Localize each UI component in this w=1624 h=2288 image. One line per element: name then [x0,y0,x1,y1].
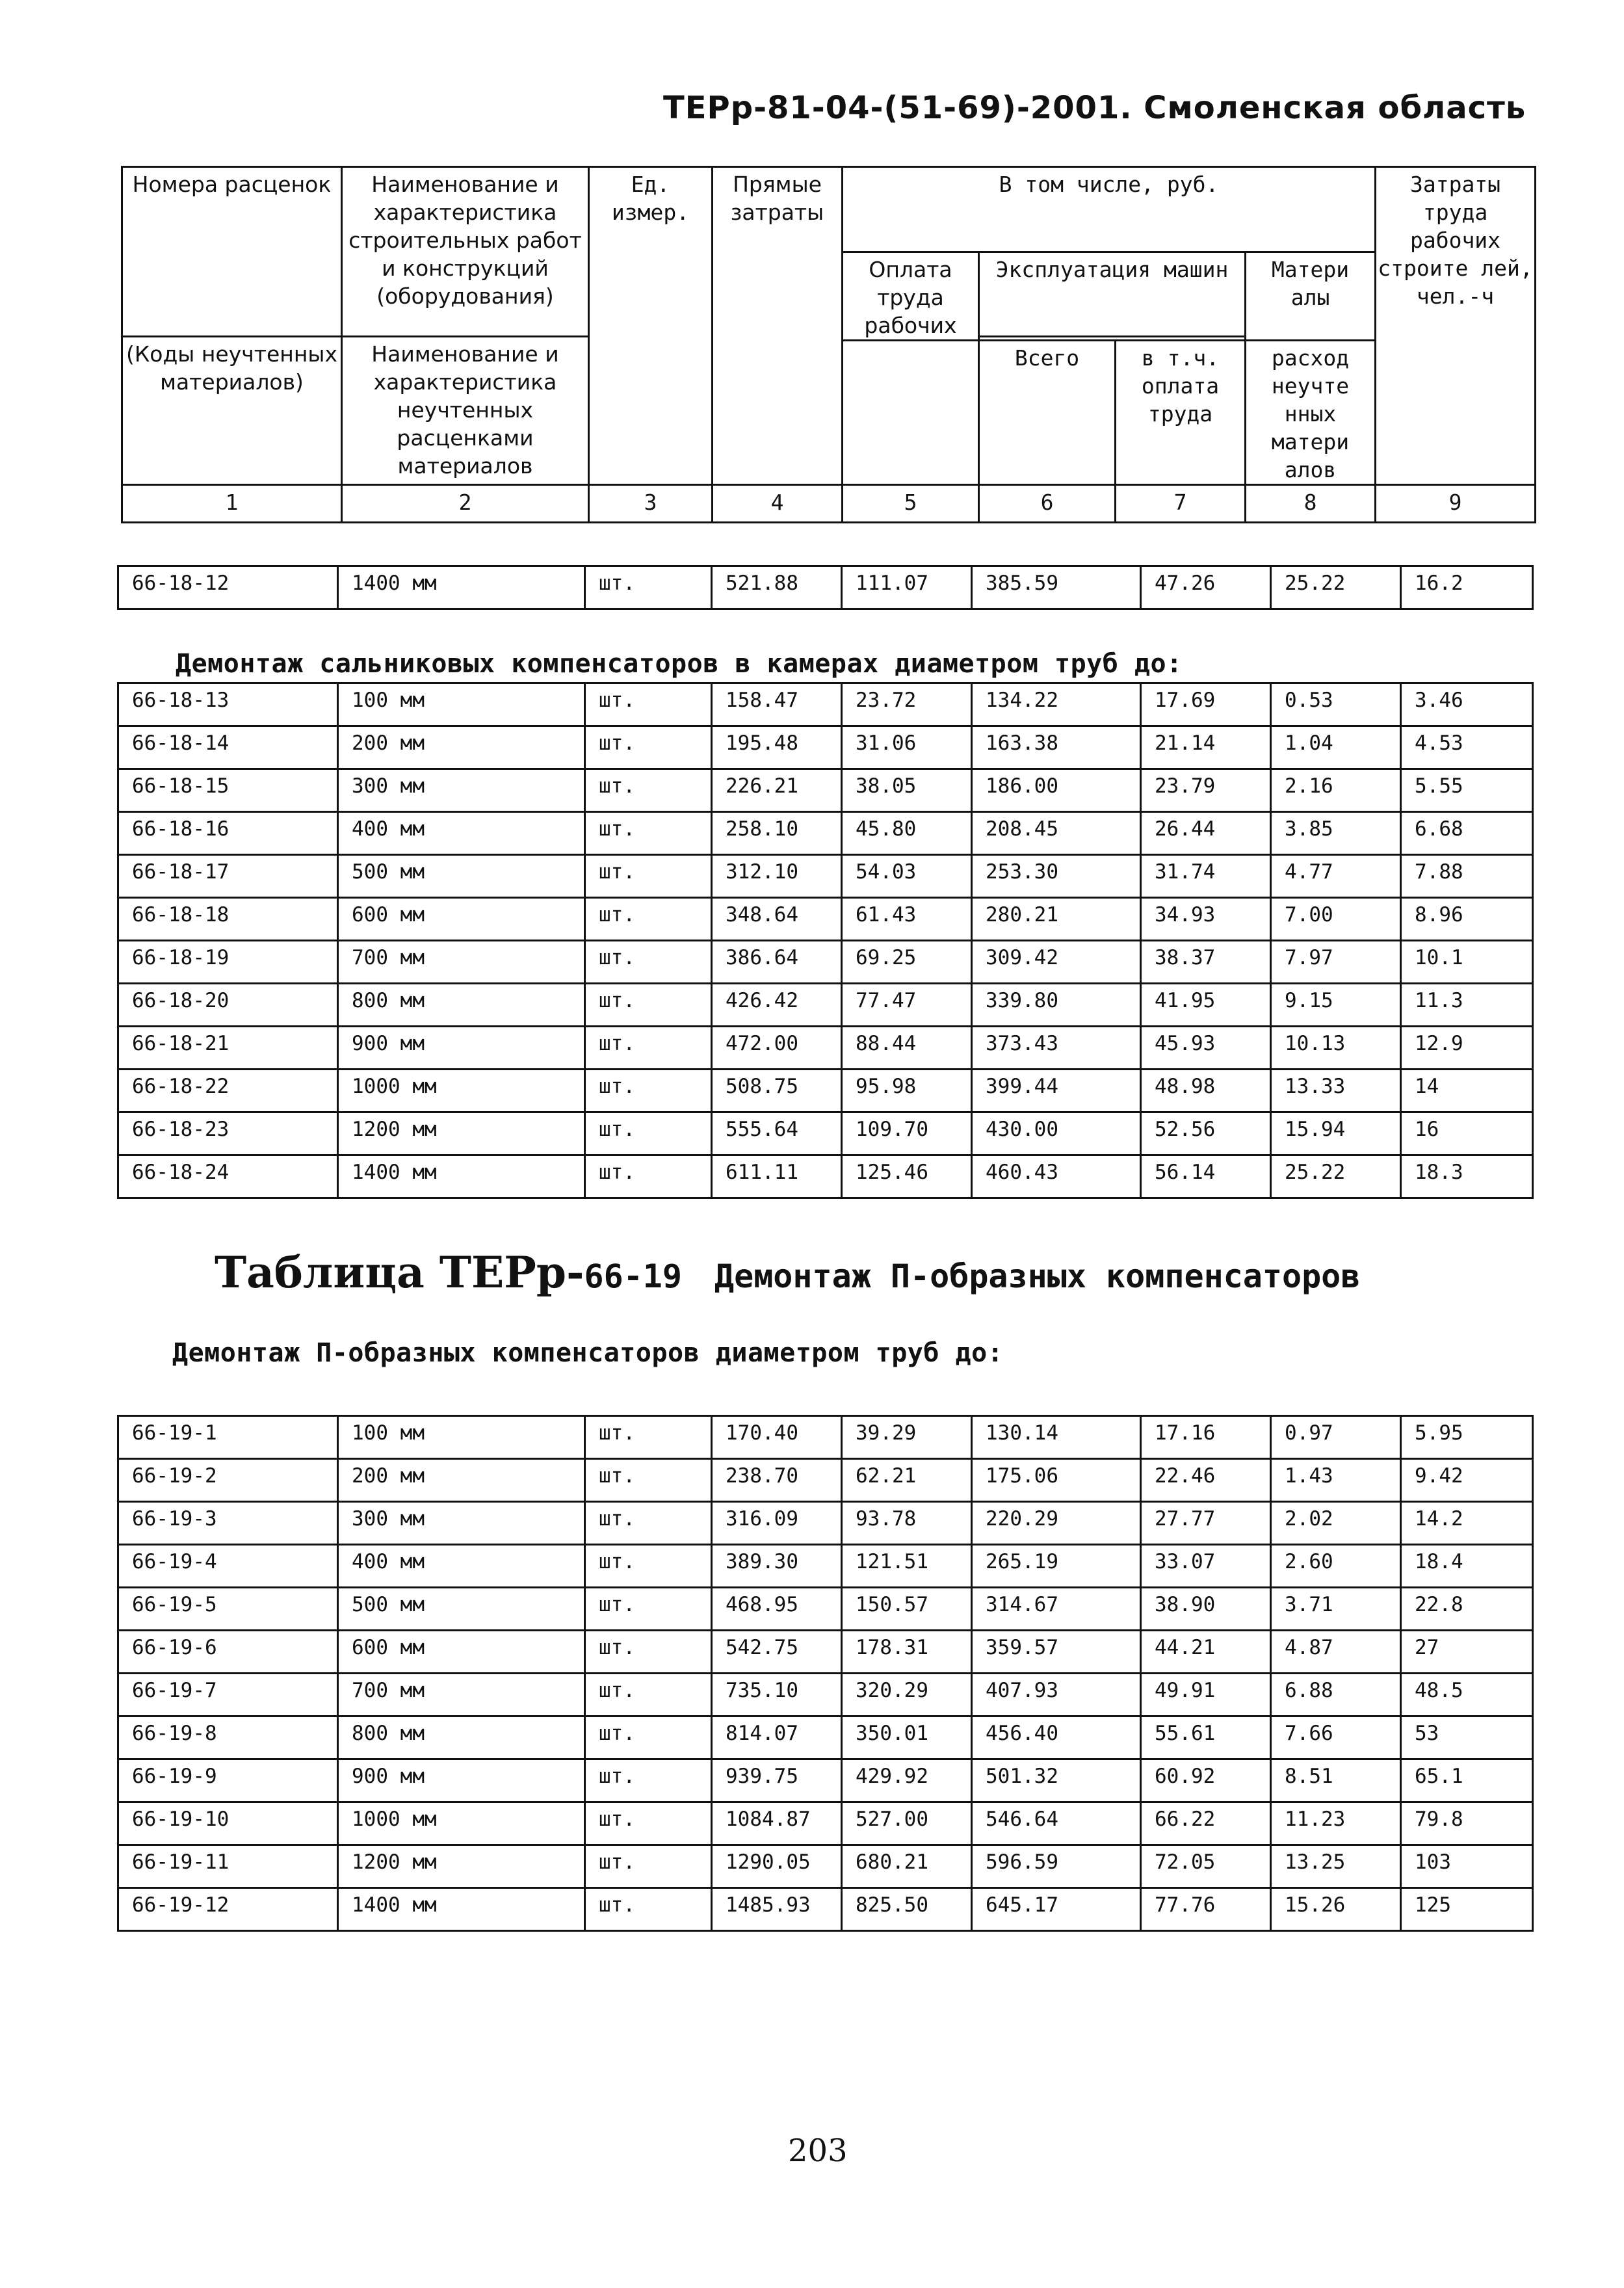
cell-name: 1000 мм [338,1070,585,1112]
cell-machine-total: 501.32 [972,1759,1141,1802]
cell-materials: 25.22 [1271,566,1401,609]
cell-machine-labor: 22.46 [1141,1459,1271,1502]
cell-code: 66-19-7 [118,1674,338,1716]
cell-labor-hours: 53 [1401,1716,1533,1759]
page-number: 203 [788,2133,848,2169]
table-row [118,812,1533,855]
cell-code: 66-18-24 [118,1155,338,1198]
cell-unit: шт. [585,1802,712,1845]
cell-machine-labor: 41.95 [1141,984,1271,1027]
cell-labor-pay: 121.51 [842,1545,972,1588]
table-row [118,1888,1533,1931]
cell-labor-pay: 178.31 [842,1631,972,1674]
cell-name: 700 мм [338,941,585,984]
cell-unit: шт. [585,1845,712,1888]
cell-name: 200 мм [338,726,585,769]
cell-labor-pay: 38.05 [842,769,972,812]
cell-machine-labor: 66.22 [1141,1802,1271,1845]
cell-machine-labor: 47.26 [1141,566,1271,609]
cell-name: 400 мм [338,812,585,855]
cell-machine-labor: 33.07 [1141,1545,1271,1588]
cell-labor-pay: 31.06 [842,726,972,769]
header-col9: Затраты труда рабочих строите лей, чел.-ч [1376,167,1536,485]
cell-name: 1200 мм [338,1845,585,1888]
table-row [118,1802,1533,1845]
column-number: 2 [342,485,589,523]
cell-name: 300 мм [338,1502,585,1545]
cell-unit: шт. [585,1155,712,1198]
cell-machine-labor: 17.69 [1141,683,1271,726]
header-group: В том числе, руб. [843,167,1376,252]
cell-direct-cost: 195.48 [712,726,842,769]
cell-labor-pay: 150.57 [842,1588,972,1631]
cell-labor-pay: 45.80 [842,812,972,855]
cell-materials: 2.60 [1271,1545,1401,1588]
cell-machine-labor: 55.61 [1141,1716,1271,1759]
cell-unit: шт. [585,1759,712,1802]
cell-machine-total: 253.30 [972,855,1141,898]
cell-direct-cost: 426.42 [712,984,842,1027]
cell-code: 66-18-13 [118,683,338,726]
cell-direct-cost: 521.88 [712,566,842,609]
cell-labor-hours: 103 [1401,1845,1533,1888]
cell-direct-cost: 472.00 [712,1027,842,1070]
cell-machine-total: 314.67 [972,1588,1141,1631]
cell-labor-pay: 69.25 [842,941,972,984]
table-row [118,1759,1533,1802]
cell-code: 66-18-14 [118,726,338,769]
cell-labor-pay: 61.43 [842,898,972,941]
table-row [118,1459,1533,1502]
cell-unit: шт. [585,941,712,984]
cell-code: 66-18-17 [118,855,338,898]
cell-materials: 25.22 [1271,1155,1401,1198]
cell-materials: 15.94 [1271,1112,1401,1155]
cell-direct-cost: 316.09 [712,1502,842,1545]
column-number: 8 [1246,485,1376,523]
cell-materials: 3.71 [1271,1588,1401,1631]
cell-labor-hours: 16.2 [1401,566,1533,609]
cell-machine-total: 385.59 [972,566,1141,609]
cell-direct-cost: 1290.05 [712,1845,842,1888]
table-row [118,1027,1533,1070]
cell-name: 1400 мм [338,1888,585,1931]
cell-materials: 7.66 [1271,1716,1401,1759]
cell-code: 66-19-1 [118,1416,338,1459]
cell-direct-cost: 386.64 [712,941,842,984]
cell-direct-cost: 170.40 [712,1416,842,1459]
table-row [118,1545,1533,1588]
cell-materials: 2.16 [1271,769,1401,812]
cell-direct-cost: 611.11 [712,1155,842,1198]
cell-labor-pay: 350.01 [842,1716,972,1759]
column-header-table [121,166,1536,523]
cell-machine-total: 645.17 [972,1888,1141,1931]
cell-direct-cost: 158.47 [712,683,842,726]
cell-machine-labor: 26.44 [1141,812,1271,855]
header-col5: Оплата труда рабочих [843,252,979,341]
cell-machine-total: 399.44 [972,1070,1141,1112]
cell-labor-pay: 54.03 [842,855,972,898]
table-title-66-19 [215,1247,1360,1298]
cell-machine-labor: 77.76 [1141,1888,1271,1931]
cell-machine-total: 460.43 [972,1155,1141,1198]
cell-machine-labor: 60.92 [1141,1759,1271,1802]
cell-materials: 1.43 [1271,1459,1401,1502]
cell-labor-hours: 8.96 [1401,898,1533,941]
cell-name: 1000 мм [338,1802,585,1845]
table-row [118,1416,1533,1459]
cell-machine-labor: 38.37 [1141,941,1271,984]
cell-name: 300 мм [338,769,585,812]
header-col6: Всего [979,341,1116,485]
cell-machine-total: 430.00 [972,1112,1141,1155]
cell-labor-pay: 680.21 [842,1845,972,1888]
cell-machine-labor: 17.16 [1141,1416,1271,1459]
cell-labor-hours: 10.1 [1401,941,1533,984]
cell-machine-labor: 72.05 [1141,1845,1271,1888]
cell-labor-hours: 79.8 [1401,1802,1533,1845]
cell-unit: шт. [585,1888,712,1931]
running-header: ТЕРр-81-04-(51-69)-2001. Смоленская область [663,90,1526,126]
cell-machine-total: 186.00 [972,769,1141,812]
cell-name: 500 мм [338,855,585,898]
table-row [118,898,1533,941]
header-col8-bottom: расход неучте нных матери алов [1246,341,1376,485]
cell-machine-total: 280.21 [972,898,1141,941]
cell-unit: шт. [585,1027,712,1070]
cell-machine-labor: 34.93 [1141,898,1271,941]
cell-labor-hours: 22.8 [1401,1588,1533,1631]
table-row [118,1588,1533,1631]
cell-labor-pay: 825.50 [842,1888,972,1931]
cell-machine-total: 208.45 [972,812,1141,855]
cell-labor-pay: 77.47 [842,984,972,1027]
cell-labor-hours: 16 [1401,1112,1533,1155]
cell-machine-labor: 49.91 [1141,1674,1271,1716]
cell-code: 66-19-10 [118,1802,338,1845]
cell-unit: шт. [585,1112,712,1155]
cell-name: 1400 мм [338,1155,585,1198]
table-row [118,726,1533,769]
column-number: 4 [713,485,843,523]
cell-code: 66-18-12 [118,566,338,609]
cell-labor-hours: 11.3 [1401,984,1533,1027]
cell-labor-pay: 429.92 [842,1759,972,1802]
cell-machine-total: 175.06 [972,1459,1141,1502]
cell-labor-hours: 48.5 [1401,1674,1533,1716]
cell-materials: 9.15 [1271,984,1401,1027]
cell-name: 600 мм [338,1631,585,1674]
cell-name: 100 мм [338,683,585,726]
header-col1-top: Номера расценок [122,167,342,337]
cell-name: 500 мм [338,1588,585,1631]
data-table-66-18 [117,682,1534,1199]
cell-machine-total: 309.42 [972,941,1141,984]
cell-labor-pay: 39.29 [842,1416,972,1459]
cell-unit: шт. [585,898,712,941]
section-caption-66-19: Демонтаж П-образных компенсаторов диаметром труб до: [172,1338,1004,1368]
cell-labor-hours: 7.88 [1401,855,1533,898]
cell-code: 66-19-12 [118,1888,338,1931]
header-col1-bottom: (Коды неучтенных материалов) [122,337,342,485]
cell-materials: 10.13 [1271,1027,1401,1070]
cell-code: 66-19-11 [118,1845,338,1888]
cell-materials: 6.88 [1271,1674,1401,1716]
table-row [118,1845,1533,1888]
cell-unit: шт. [585,726,712,769]
cell-code: 66-19-3 [118,1502,338,1545]
cell-code: 66-19-5 [118,1588,338,1631]
cell-machine-labor: 52.56 [1141,1112,1271,1155]
cell-name: 600 мм [338,898,585,941]
header-col2-top: Наименование и характеристика строительных работ и конструкций (оборудования) [342,167,589,337]
cell-machine-total: 220.29 [972,1502,1141,1545]
cell-machine-total: 134.22 [972,683,1141,726]
cell-direct-cost: 1485.93 [712,1888,842,1931]
table-title-name: Демонтаж П-образных компенсаторов [714,1257,1361,1295]
cell-unit: шт. [585,683,712,726]
table-row [118,566,1533,609]
cell-unit: шт. [585,769,712,812]
cell-machine-labor: 48.98 [1141,1070,1271,1112]
cell-direct-cost: 814.07 [712,1716,842,1759]
header-col7: в т.ч. оплата труда [1116,341,1246,485]
cell-unit: шт. [585,1631,712,1674]
cell-machine-total: 596.59 [972,1845,1141,1888]
cell-code: 66-19-2 [118,1459,338,1502]
cell-labor-pay: 23.72 [842,683,972,726]
cell-labor-pay: 88.44 [842,1027,972,1070]
cell-direct-cost: 939.75 [712,1759,842,1802]
cell-labor-pay: 527.00 [842,1802,972,1845]
table-row [118,1155,1533,1198]
header-col4: Прямые затраты [713,167,843,485]
section-caption-66-18: Демонтаж сальниковых компенсаторов в камерах диаметром труб до: [176,649,1183,679]
cell-labor-pay: 95.98 [842,1070,972,1112]
cell-machine-total: 546.64 [972,1802,1141,1845]
cell-machine-labor: 44.21 [1141,1631,1271,1674]
cell-labor-hours: 14.2 [1401,1502,1533,1545]
cell-machine-labor: 38.90 [1141,1588,1271,1631]
cell-code: 66-18-20 [118,984,338,1027]
column-number: 3 [589,485,713,523]
cell-unit: шт. [585,1588,712,1631]
data-table-66-19 [117,1415,1534,1932]
cell-labor-hours: 65.1 [1401,1759,1533,1802]
cell-labor-pay: 93.78 [842,1502,972,1545]
cell-labor-pay: 62.21 [842,1459,972,1502]
cell-unit: шт. [585,1459,712,1502]
cell-unit: шт. [585,1716,712,1759]
header-col8-top: Матери алы [1246,252,1376,341]
cell-name: 200 мм [338,1459,585,1502]
table-row [118,855,1533,898]
cell-code: 66-18-21 [118,1027,338,1070]
cell-unit: шт. [585,1502,712,1545]
column-number: 5 [843,485,979,523]
cell-code: 66-19-6 [118,1631,338,1674]
cell-machine-labor: 56.14 [1141,1155,1271,1198]
cell-materials: 3.85 [1271,812,1401,855]
cell-unit: шт. [585,1545,712,1588]
table-row [118,683,1533,726]
cell-machine-total: 130.14 [972,1416,1141,1459]
cell-materials: 4.87 [1271,1631,1401,1674]
cell-machine-total: 163.38 [972,726,1141,769]
cell-name: 1200 мм [338,1112,585,1155]
table-title-code: 66-19 [584,1257,682,1295]
cell-materials: 4.77 [1271,855,1401,898]
cell-labor-hours: 5.95 [1401,1416,1533,1459]
cell-unit: шт. [585,566,712,609]
cell-direct-cost: 542.75 [712,1631,842,1674]
first-data-table [117,565,1534,610]
cell-machine-labor: 23.79 [1141,769,1271,812]
cell-direct-cost: 238.70 [712,1459,842,1502]
cell-unit: шт. [585,1674,712,1716]
cell-code: 66-19-4 [118,1545,338,1588]
cell-name: 900 мм [338,1759,585,1802]
cell-labor-hours: 3.46 [1401,683,1533,726]
cell-labor-pay: 111.07 [842,566,972,609]
cell-labor-hours: 27 [1401,1631,1533,1674]
cell-labor-hours: 9.42 [1401,1459,1533,1502]
cell-materials: 0.97 [1271,1416,1401,1459]
cell-materials: 11.23 [1271,1802,1401,1845]
cell-materials: 15.26 [1271,1888,1401,1931]
table-row [118,1070,1533,1112]
table-row [118,1716,1533,1759]
cell-name: 700 мм [338,1674,585,1716]
cell-labor-pay: 320.29 [842,1674,972,1716]
cell-machine-labor: 45.93 [1141,1027,1271,1070]
table-row [118,984,1533,1027]
table-row [118,1674,1533,1716]
cell-unit: шт. [585,984,712,1027]
cell-materials: 8.51 [1271,1759,1401,1802]
cell-name: 1400 мм [338,566,585,609]
cell-unit: шт. [585,1070,712,1112]
cell-machine-total: 373.43 [972,1027,1141,1070]
cell-code: 66-18-23 [118,1112,338,1155]
column-number: 7 [1116,485,1246,523]
cell-labor-hours: 18.4 [1401,1545,1533,1588]
cell-labor-pay: 125.46 [842,1155,972,1198]
cell-name: 100 мм [338,1416,585,1459]
cell-machine-total: 456.40 [972,1716,1141,1759]
cell-direct-cost: 1084.87 [712,1802,842,1845]
cell-materials: 13.33 [1271,1070,1401,1112]
cell-unit: шт. [585,855,712,898]
cell-code: 66-18-16 [118,812,338,855]
cell-name: 900 мм [338,1027,585,1070]
cell-direct-cost: 348.64 [712,898,842,941]
cell-code: 66-18-18 [118,898,338,941]
header-col6-group: Эксплуатация машин [979,252,1246,337]
cell-materials: 1.04 [1271,726,1401,769]
table-row [118,769,1533,812]
cell-materials: 13.25 [1271,1845,1401,1888]
cell-code: 66-19-8 [118,1716,338,1759]
cell-machine-total: 339.80 [972,984,1141,1027]
cell-unit: шт. [585,1416,712,1459]
cell-direct-cost: 389.30 [712,1545,842,1588]
cell-materials: 7.97 [1271,941,1401,984]
cell-materials: 0.53 [1271,683,1401,726]
column-number: 6 [979,485,1116,523]
cell-machine-labor: 31.74 [1141,855,1271,898]
cell-code: 66-18-15 [118,769,338,812]
table-title-prefix: Таблица ТЕРр- [215,1247,584,1298]
table-row [118,1631,1533,1674]
cell-code: 66-18-19 [118,941,338,984]
cell-direct-cost: 226.21 [712,769,842,812]
table-row [118,941,1533,984]
cell-labor-hours: 5.55 [1401,769,1533,812]
cell-labor-hours: 125 [1401,1888,1533,1931]
cell-code: 66-19-9 [118,1759,338,1802]
column-number: 1 [122,485,342,523]
cell-code: 66-18-22 [118,1070,338,1112]
cell-direct-cost: 312.10 [712,855,842,898]
cell-labor-hours: 6.68 [1401,812,1533,855]
table-row [118,1502,1533,1545]
table-row [118,1112,1533,1155]
cell-labor-pay: 109.70 [842,1112,972,1155]
cell-labor-hours: 4.53 [1401,726,1533,769]
cell-direct-cost: 735.10 [712,1674,842,1716]
cell-labor-hours: 12.9 [1401,1027,1533,1070]
cell-machine-total: 407.93 [972,1674,1141,1716]
cell-machine-labor: 27.77 [1141,1502,1271,1545]
cell-direct-cost: 258.10 [712,812,842,855]
column-number: 9 [1376,485,1536,523]
header-col5-cont [843,341,979,485]
cell-machine-labor: 21.14 [1141,726,1271,769]
cell-name: 800 мм [338,1716,585,1759]
cell-labor-hours: 14 [1401,1070,1533,1112]
cell-labor-hours: 18.3 [1401,1155,1533,1198]
header-col2-bottom: Наименование и характеристика неучтенных расценками материалов [342,337,589,485]
cell-direct-cost: 555.64 [712,1112,842,1155]
cell-unit: шт. [585,812,712,855]
cell-materials: 7.00 [1271,898,1401,941]
header-col3: Ед. измер. [589,167,713,485]
cell-name: 800 мм [338,984,585,1027]
cell-direct-cost: 508.75 [712,1070,842,1112]
cell-direct-cost: 468.95 [712,1588,842,1631]
cell-name: 400 мм [338,1545,585,1588]
cell-machine-total: 359.57 [972,1631,1141,1674]
cell-materials: 2.02 [1271,1502,1401,1545]
cell-machine-total: 265.19 [972,1545,1141,1588]
